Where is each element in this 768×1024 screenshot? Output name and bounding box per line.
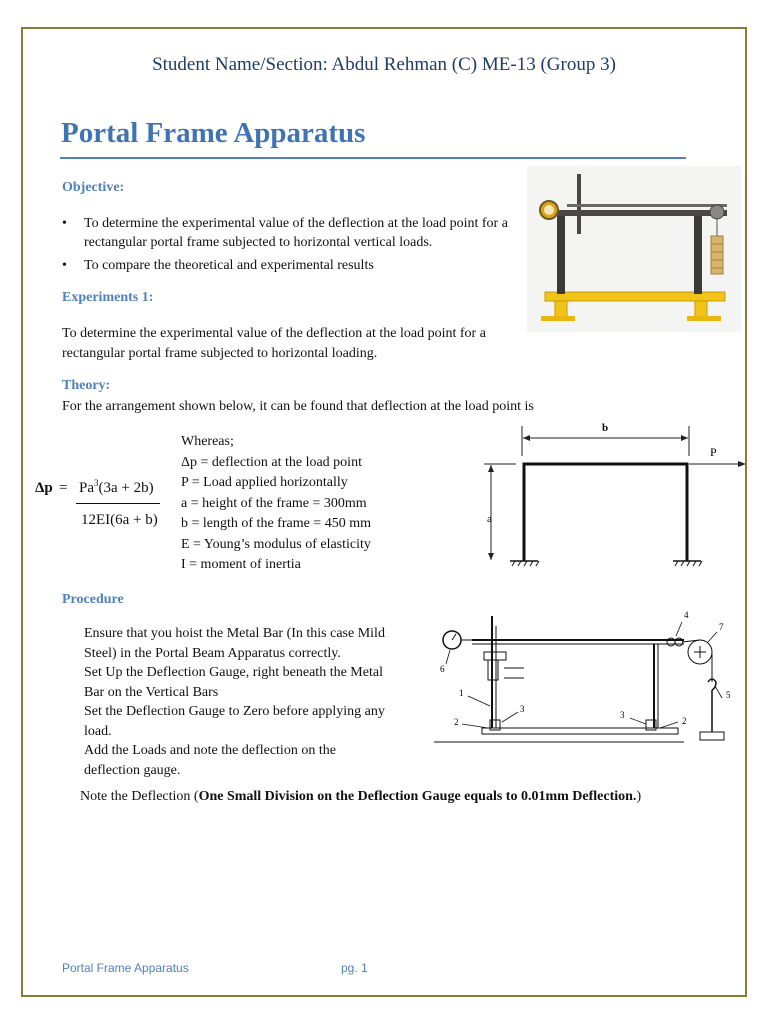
footer-title: Portal Frame Apparatus xyxy=(62,961,189,975)
label-3-left: 3 xyxy=(520,704,525,714)
label-2-right: 2 xyxy=(682,716,687,726)
theory-intro: For the arrangement shown below, it can be found that deflection at the load point is xyxy=(62,399,534,414)
definition-line: Δp = deflection at the load point xyxy=(181,454,362,470)
bullet-icon: • xyxy=(62,258,67,273)
label-4: 4 xyxy=(684,610,689,620)
formula-equals: = xyxy=(59,480,68,496)
objective-item: • To determine the experimental value of the deflection at the load point for a rectangular portal frame subjected to horizontal vertical loads. xyxy=(62,216,508,250)
procedure-line: deflection gauge. xyxy=(84,762,181,778)
procedure-heading: Procedure xyxy=(62,592,124,607)
label-5: 5 xyxy=(726,690,731,700)
procedure-line: Set Up the Deflection Gauge, right beneath the Metal xyxy=(84,665,383,680)
portal-frame-diagram xyxy=(476,418,748,570)
label-7: 7 xyxy=(719,622,724,632)
procedure-line: Add the Loads and note the deflection on the xyxy=(84,743,336,758)
load-p-label: P xyxy=(710,445,717,459)
definition-line: P = Load applied horizontally xyxy=(181,475,348,490)
procedure-line: Set the Deflection Gauge to Zero before applying any xyxy=(84,704,385,719)
objective-item: • To compare the theoretical and experimental results xyxy=(62,258,374,273)
formula-lhs: Δp xyxy=(35,480,53,496)
dimension-a-label: a xyxy=(487,513,492,525)
definition-line: I = moment of inertia xyxy=(181,557,301,572)
formula-denominator: 12EI(6a + b) xyxy=(81,512,158,528)
deflection-formula xyxy=(35,478,175,538)
deflection-note: Note the Deflection (One Small Division on the Deflection Gauge equals to 0.01mm Deflection.) xyxy=(80,789,642,804)
label-2-left: 2 xyxy=(454,717,459,727)
apparatus-photo xyxy=(527,166,741,332)
objective-heading: Objective: xyxy=(62,180,125,195)
objective-list xyxy=(60,214,520,279)
definition-line: b = length of the frame = 450 mm xyxy=(181,516,371,531)
fraction-bar xyxy=(76,503,160,504)
formula-numerator: $Pa^3(3a + 2b)$ xyxy=(79,478,154,496)
procedure-steps xyxy=(84,624,416,780)
definition-line: Whereas; xyxy=(181,434,234,449)
student-header: Student Name/Section: Abdul Rehman (C) ME-13 (Group 3) xyxy=(152,54,616,75)
theory-heading: Theory: xyxy=(62,378,111,393)
procedure-line: load. xyxy=(84,723,112,739)
apparatus-diagram xyxy=(432,606,742,756)
experiment-text: To determine the experimental value of the deflection at the load point for a rectangular portal frame subjected to horizontal loading. xyxy=(62,326,486,361)
page-title: Portal Frame Apparatus xyxy=(61,117,366,149)
label-3-right: 3 xyxy=(620,710,625,720)
procedure-line: Bar on the Vertical Bars xyxy=(84,684,219,700)
experiment-heading: Experiments 1: xyxy=(62,290,154,305)
page-number: pg. 1 xyxy=(341,961,368,975)
procedure-line: Steel) in the Portal Beam Apparatus correctly. xyxy=(84,645,341,661)
label-6: 6 xyxy=(440,664,445,674)
definition-line: a = height of the frame = 300mm xyxy=(181,495,367,511)
dimension-b-label: b xyxy=(602,422,609,434)
variable-definitions xyxy=(181,432,371,576)
procedure-line: Ensure that you hoist the Metal Bar (In this case Mild xyxy=(84,626,385,641)
label-1: 1 xyxy=(459,688,464,698)
title-underline xyxy=(60,157,686,159)
definition-line: E = Young’s modulus of elasticity xyxy=(181,536,371,552)
bullet-icon: • xyxy=(62,216,67,231)
